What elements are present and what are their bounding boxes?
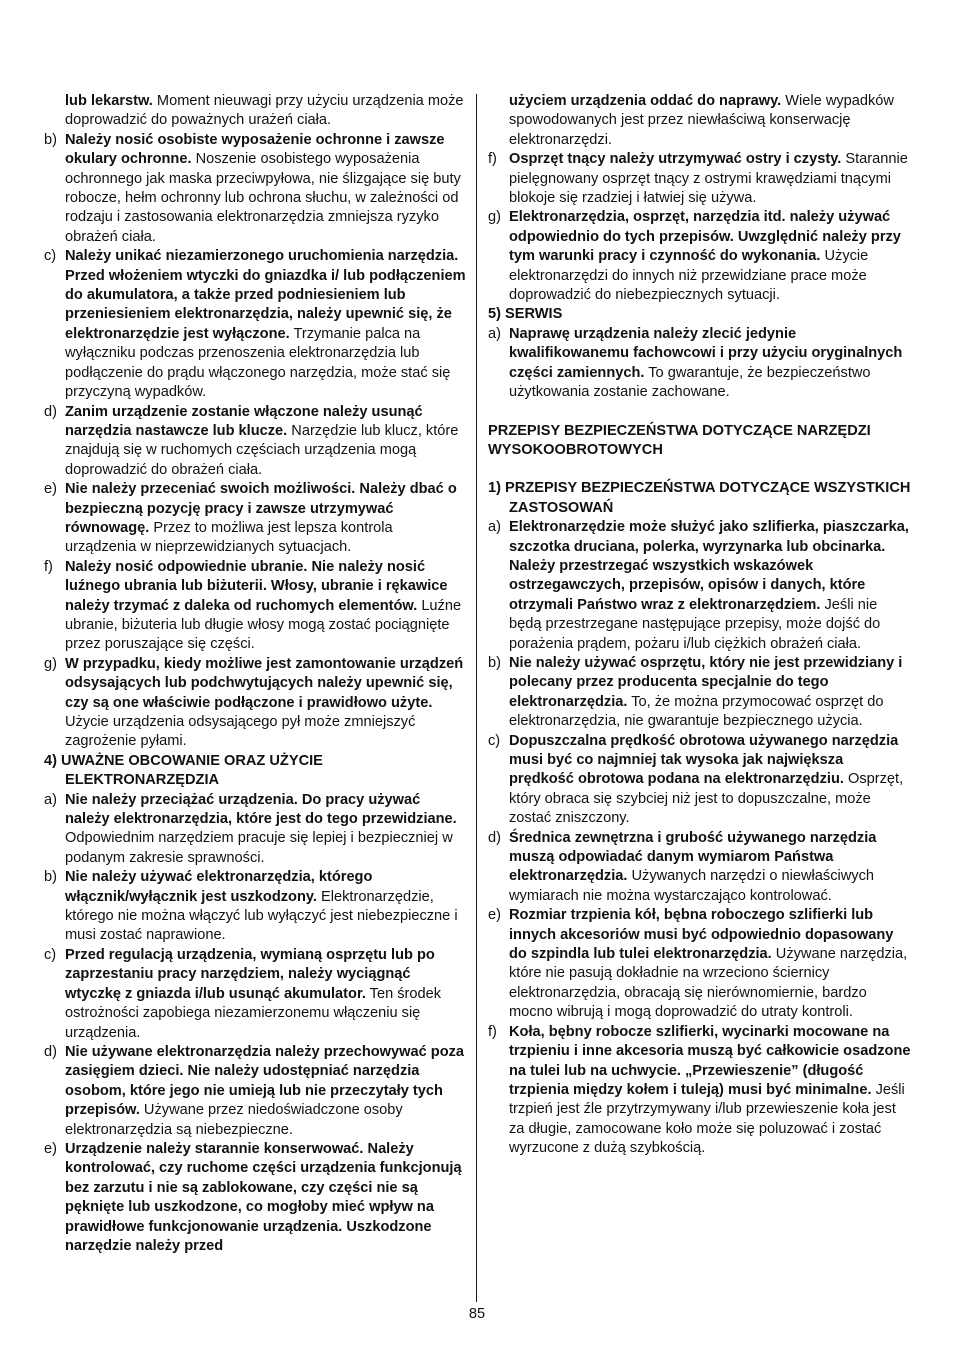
list-item <box>488 906 912 1022</box>
item-text: Ten środek ostrożności zapobiega niezamierzonemu włączeniu się urządzenia. <box>65 985 442 1041</box>
list-item <box>44 558 466 655</box>
item-label: g) <box>44 655 57 672</box>
item-bold-text: Nie należy przeciążać urządzenia. Do pracy używać należy elektronarzędzia, które jest do tego przewidziane. <box>65 791 457 828</box>
right-column <box>488 92 912 1159</box>
item-text: Luźne ubranie, biżuteria lub długie włosy mogą zostać pociągnięte przez poruszające się części. <box>65 597 462 653</box>
list-item <box>44 655 466 752</box>
item-bold-text: Zanim urządzenie zostanie włączone należy usunąć narzędzia nastawcze lub klucze. <box>65 403 423 439</box>
item-label: c) <box>44 248 57 265</box>
item-text: To, że można przymocować osprzęt do elektronarzędzia, nie gwarantuje bezpiecznego użycia. <box>509 693 884 730</box>
item-label: f) <box>488 151 497 168</box>
item-text: Moment nieuwagi przy użyciu urządzenia może doprowadzić do poważnych urażeń ciała. <box>65 93 464 129</box>
list-item <box>44 403 466 481</box>
section-heading-4: 4) UWAŻNE OBCOWANIE ORAZ UŻYCIE ELEKTRONARZĘDZIA <box>44 752 323 789</box>
item-label: d) <box>44 1043 57 1060</box>
item-label: e) <box>44 481 57 498</box>
section-1-items <box>488 518 912 1158</box>
item-bold-text: Dopuszczalna prędkość obrotowa używanego narzędzia musi być co najmniej tak wysoka jak największa prędkość obrotowa podana na elektronarzędziu. <box>509 732 899 788</box>
item-text: Jeśli nie będą przestrzegane następujące przepisy, może dojść do porażenia prądem, pożaru i/lub ciężkich obrażeń ciała. <box>509 596 881 652</box>
item-label: a) <box>488 519 501 536</box>
list-item <box>44 131 466 247</box>
section-heading-5: 5) SERWIS <box>488 306 563 323</box>
item-text: Wiele wypadków spowodowanych jest przez niewłaściwą konserwację elektronarzędzi. <box>509 93 894 148</box>
list-item <box>488 654 912 732</box>
item-bold-text: Przed regulacją urządzenia, wymianą osprzętu lub po zaprzestaniu pracy narzędziem, należy wyciągnąć wtyczkę z gniazda i/lub usunąć akumulator. <box>65 946 435 1002</box>
item-label: b) <box>488 654 501 671</box>
item-text: Użycie elektronarzędzi do innych niż przewidziane prace może doprowadzić do niebezpiecznych sytuacji. <box>509 248 869 304</box>
item-bold-text: Średnica zewnętrzna i grubość używanego narzędzia muszą odpowiadać danym wymiarom Państwa elektronarzędzia. <box>509 829 877 885</box>
list-item <box>488 92 912 150</box>
item-bold-text: Nie należy przeceniać swoich możliwości. Należy dbać o bezpieczną pozycję pracy i zawsze utrzymywać równowagę. <box>65 481 457 536</box>
item-bold-text: użyciem urządzenia oddać do naprawy. <box>509 93 782 109</box>
item-bold-text: Nie używane elektronarzędzia należy przechowywać poza zasięgiem dzieci. Nie należy udostępniać narzędzia osobom, które jego nie umieją lub nie przeczytały tych przepisów. <box>65 1043 465 1119</box>
item-text: Noszenie osobistego wyposażenia ochronnego jak maska przeciwpyłowa, nie ślizgające się buty robocze, hełm ochronny lub ochrona słuchu, w zależności od rodzaju i zastosowania elektronarzędzia zmniejsza ryzyko obrażeń ciała. <box>65 151 461 245</box>
item-label: g) <box>488 209 501 226</box>
item-label: e) <box>488 907 501 924</box>
item-text: Elektronarzędzie, którego nie można włączyć lub wyłączyć jest niebezpieczne i musi zostać naprawione. <box>65 888 458 944</box>
item-label: c) <box>488 732 501 749</box>
item-bold-text: Nie należy używać elektronarzędzia, którego włącznik/wyłącznik jest uszkodzony. <box>65 869 373 905</box>
spacer <box>488 403 912 422</box>
list-item <box>488 1023 912 1159</box>
list-item <box>488 732 912 829</box>
item-text: Używanych narzędzi o niewłaściwych wymiarach nie można wystarczająco kontrolować. <box>509 868 874 904</box>
spacer <box>488 460 912 479</box>
item-label: b) <box>44 131 57 148</box>
item-text: Narzędzie lub klucz, które znajdują się w ruchomych częściach urządzenia mogą doprowadzić do obrażeń ciała. <box>65 422 459 478</box>
left-column <box>44 92 466 1256</box>
left-items-list <box>44 92 466 752</box>
item-bold-text: W przypadku, kiedy możliwe jest zamontowanie urządzeń odsysających lub podchwytujących należy upewnić się, czy są one właściwie podłączone i prawidłowo użyte. <box>65 655 464 711</box>
list-item <box>44 247 466 402</box>
list-item <box>488 150 912 208</box>
list-item <box>44 946 466 1043</box>
item-label: f) <box>44 558 53 575</box>
item-label: b) <box>44 869 57 886</box>
list-item <box>488 208 912 305</box>
section-5-items <box>488 325 912 403</box>
column-divider <box>476 94 477 1302</box>
item-bold-text: Urządzenie należy starannie konserwować. Należy kontrolować, czy ruchome części urządzenia funkcjonują bez zarzutu i nie są zablokowane, czy części nie są pęknięte lub uszkodzone, co mogłoby mieć wpływ na prawidłowe funkcjonowanie urządzenia. Uszkodzone narzędzie należy przed <box>65 1140 462 1254</box>
list-item <box>488 325 912 403</box>
item-label: c) <box>44 946 57 963</box>
item-bold-text: Należy unikać niezamierzonego uruchomienia narzędzia. Przed włożeniem wtyczki do gniazdka i/ lub podłączeniem do akumulatora, a także przed podniesieniem lub przeniesieniem elektronarzędzia, należy upewnić się, że elektronarzędzie jest wyłączone. <box>65 248 466 342</box>
list-item <box>488 829 912 907</box>
item-text: Trzymanie palca na wyłączniku podczas przenoszenia elektronarzędzia lub podłączenie do prądu włączonego narzędzia, może stać się przyczyną wypadków. <box>65 325 451 401</box>
item-label: f) <box>488 1023 497 1040</box>
safety-heading: PRZEPISY BEZPIECZEŃSTWA DOTYCZĄCE NARZĘDZI WYSOKOOBROTOWYCH <box>488 422 871 458</box>
item-label: d) <box>44 403 57 420</box>
list-item <box>44 480 466 558</box>
list-item <box>44 868 466 946</box>
item-text: Jeśli trzpień jest źle przytrzymywany i/lub przewieszenie koła jest za długie, zamocowane koło może się poluzować i zostać wyrzucone z dużą szybkością. <box>509 1081 905 1157</box>
list-item <box>488 518 912 654</box>
item-bold-text: Naprawę urządzenia należy zlecić jedynie kwalifikowanemu fachowcowi i przy użyciu oryginalnych części zamiennych. <box>509 325 903 381</box>
section-heading-1: 1) PRZEPISY BEZPIECZEŃSTWA DOTYCZĄCE WSZYSTKICH ZASTOSOWAŃ <box>488 480 911 516</box>
item-bold-text: lub lekarstw. <box>65 93 153 109</box>
right-items-list <box>488 92 912 305</box>
item-bold-text: Elektronarzędzie może służyć jako szlifierka, piaszczarka, szczotka druciana, polerka, wyrzynarka lub obcinarka. Należy przestrzegać wszystkich wskazówek ostrzegawczych, przepisów, opisów i danych, które otrzymali Państwo wraz z elektronarzędziem. <box>509 519 909 613</box>
item-label: a) <box>488 325 501 342</box>
item-bold-text: Rozmiar trzpienia kół, bębna roboczego szlifierki lub innych akcesoriów musi być odpowiednio dopasowany do szpindla lub tulei elektronarzędzia. <box>509 907 894 963</box>
item-label: d) <box>488 829 501 846</box>
item-text: To gwarantuje, że bezpieczeństwo użytkowania zostanie zachowane. <box>509 364 871 401</box>
list-item <box>44 791 466 869</box>
item-bold-text: Koła, bębny robocze szlifierki, wycinarki mocowane na trzpieniu i inne akcesoria muszą być całkowicie osadzone na tulei lub na uchwycie. „Przewieszenie” (długość trzpienia między kołem i tuleją) musi być minimalne. <box>509 1023 911 1098</box>
item-text: Odpowiednim narzędziem pracuje się lepiej i bezpieczniej w podanym zakresie sprawności. <box>65 830 453 866</box>
item-text: Użycie urządzenia odsysającego pył może zmniejszyć zagrożenie pyłami. <box>65 714 416 750</box>
item-bold-text: Elektronarzędzia, osprzęt, narzędzia itd. należy używać odpowiednio do tych przepisów. Uwzględnić należy przy tym warunki pracy i czynność do wykonania. <box>509 209 901 265</box>
item-bold-text: Należy nosić odpowiednie ubranie. Nie należy nosić luźnego ubrania lub biżuterii. Włosy, ubranie i rękawice należy trzymać z daleka od ruchomych elementów. <box>65 558 448 614</box>
item-text: Używane przez niedoświadczone osoby elektronarzędzia są niebezpieczne. <box>65 1102 403 1138</box>
item-bold-text: Należy nosić osobiste wyposażenie ochronne i zawsze okulary ochronne. <box>65 131 445 168</box>
list-item <box>44 92 466 131</box>
item-text: Starannie pielęgnowany osprzęt tnący z ostrymi krawędziami tnącymi blokoje się rzadziej i łatwiej się używa. <box>509 151 908 207</box>
item-label: a) <box>44 791 57 808</box>
item-text: Używane narzędzia, które nie pasują dokładnie na wrzeciono ściernicy elektronarzędzia, obracają się nierównomiernie, bardzo mocno wibrują i mogą doprowadzić do utraty kontroli. <box>509 946 908 1021</box>
page-number: 85 <box>468 1306 486 1322</box>
item-text: Przez to możliwa jest lepsza kontrola urządzenia w nieprzewidzianych sytuacjach. <box>65 519 393 556</box>
item-bold-text: Nie należy używać osprzętu, który nie jest przewidziany i polecany przez producenta specjalnie do tego elektronarzędzia. <box>509 654 903 710</box>
list-item <box>44 1140 466 1256</box>
item-bold-text: Osprzęt tnący należy utrzymywać ostry i czysty. <box>509 151 842 168</box>
section-4-items <box>44 791 466 1257</box>
list-item <box>44 1043 466 1140</box>
item-label: e) <box>44 1140 57 1157</box>
item-text: Osprzęt, który obraca się szybciej niż jest to dopuszczalne, może zostać zniszczony. <box>509 771 904 827</box>
